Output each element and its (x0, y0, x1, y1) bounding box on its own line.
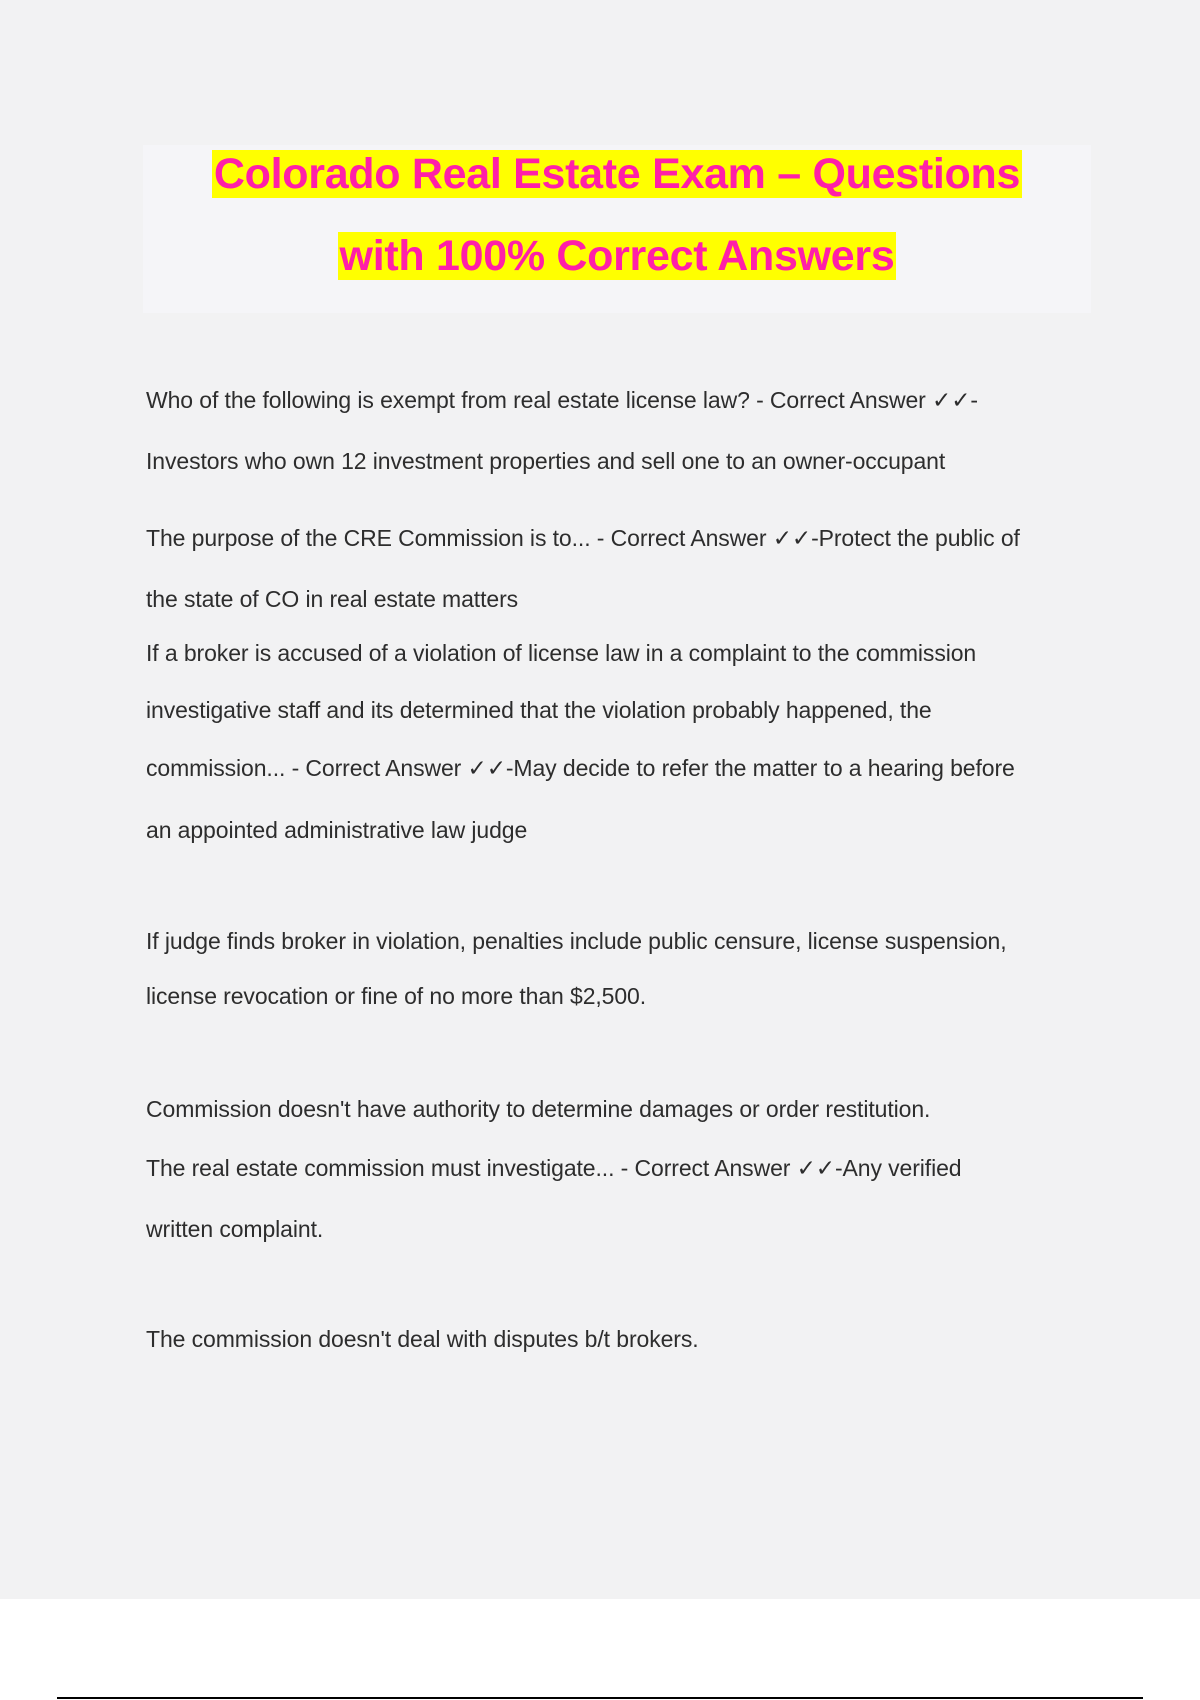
note-line: Commission doesn't have authority to determine damages or order restitution. (146, 1096, 931, 1122)
question-line: commission... - Correct Answer ✓✓-May decide to refer the matter to a hearing before (146, 755, 1015, 781)
answer-line: the state of CO in real estate matters (146, 586, 519, 612)
answer-line: Investors who own 12 investment properties and sell one to an owner-occupant (146, 448, 946, 474)
answer-line: written complaint. (146, 1216, 324, 1242)
question-line: Who of the following is exempt from real estate license law? - Correct Answer ✓✓- (146, 387, 978, 413)
question-line: The real estate commission must investigate... - Correct Answer ✓✓-Any verified (146, 1155, 962, 1181)
question-line: investigative staff and its determined that the violation probably happened, the (146, 697, 932, 723)
document-title-line-2 (143, 230, 1091, 282)
note-line: The commission doesn't deal with disputes b/t brokers. (146, 1326, 699, 1352)
title-highlight-2: with 100% Correct Answers (339, 232, 895, 280)
page-bottom-rule (57, 1697, 1143, 1699)
document-title-line-1 (143, 148, 1091, 200)
note-line: license revocation or fine of no more than $2,500. (146, 983, 647, 1009)
question-line: The purpose of the CRE Commission is to... - Correct Answer ✓✓-Protect the public of (146, 525, 1020, 551)
note-line: If judge finds broker in violation, penalties include public censure, license suspension, (146, 928, 1007, 954)
question-line: If a broker is accused of a violation of license law in a complaint to the commission (146, 640, 977, 666)
answer-line: an appointed administrative law judge (146, 817, 528, 843)
title-highlight-1: Colorado Real Estate Exam – Questions (213, 150, 1021, 198)
